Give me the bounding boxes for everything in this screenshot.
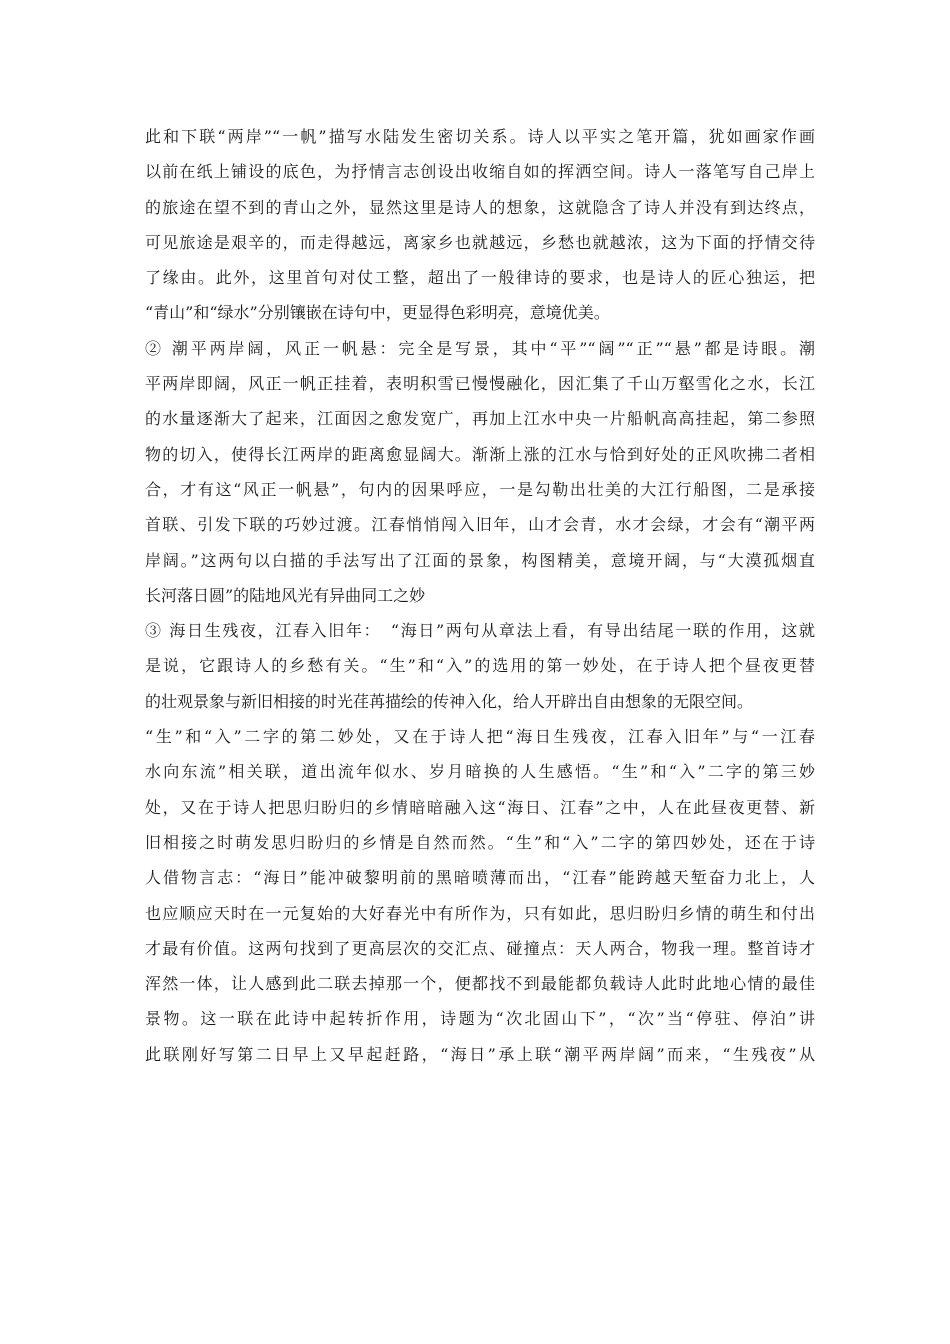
text-line: “生”和“入”二字的第二妙处，又在于诗人把“海日生残夜，江春入旧年”与“一江春 <box>145 727 815 747</box>
text-line: 岸阔。”这两句以白描的手法写出了江面的景象，构图精美，意境开阔，与“大漠孤烟直 <box>145 550 815 570</box>
text-line: 才最有价值。这两句找到了更高层次的交汇点、碰撞点：天人两合，物我一理。整首诗才 <box>145 938 815 958</box>
text-line: 了缘由。此外，这里首句对仗工整，超出了一般律诗的要求，也是诗人的匠心独运，把 <box>145 268 815 288</box>
text-line: 是说，它跟诗人的乡愁有关。“生”和“入”的选用的第一妙处，在于诗人把个昼夜更替 <box>145 656 815 676</box>
text-line: 的水量逐渐大了起来，江面因之愈发宽广，再加上江水中央一片船帆高高挂起，第二参照 <box>145 409 815 429</box>
text-line: 物的切入，使得长江两岸的距离愈显阔大。渐渐上涨的江水与恰到好处的正风吹拂二者相 <box>145 444 815 464</box>
text-line: ③ 海日生残夜，江春入旧年： “海日”两句从章法上看，有导出结尾一联的作用，这就 <box>145 621 815 641</box>
text-line: 合，才有这“风正一帆悬”，句内的因果呼应，一是勾勒出壮美的大江行船图，二是承接 <box>145 479 815 499</box>
text-line: 人借物言志：“海日”能冲破黎明前的黑暗喷薄而出，“江春”能跨越天堑奋力北上，人 <box>145 868 815 888</box>
text-line: 此联刚好写第二日早上又早起赶路，“海日”承上联“潮平两岸阔”而来，“生残夜”从 <box>145 1044 815 1064</box>
text-line: “青山”和“绿水”分别镶嵌在诗句中，更显得色彩明亮，意境优美。 <box>145 303 610 323</box>
text-line: 此和下联“两岸”“一帆”描写水陆发生密切关系。诗人以平实之笔开篇，犹如画家作画 <box>145 127 815 146</box>
text-line: 长河落日圆”的陆地风光有异曲同工之妙 <box>145 585 426 605</box>
text-line: 处，又在于诗人把思归盼归的乡情暗暗融入这“海日、江春”之中，人在此昼夜更替、新 <box>145 797 815 817</box>
text-line: 首联、引发下联的巧妙过渡。江春悄悄闯入旧年，山才会青，水才会绿，才会有“潮平两 <box>145 515 815 535</box>
text-line: 可见旅途是艰辛的，而走得越远，离家乡也就越远，乡愁也就越浓，这为下面的抒情交待 <box>145 232 815 252</box>
text-line: 的旅途在望不到的青山之外，显然这里是诗人的想象，这就隐含了诗人并没有到达终点， <box>145 197 815 217</box>
text-line: 景物。这一联在此诗中起转折作用，诗题为“次北固山下”，“次”当“停驻、停泊”讲 <box>145 1009 815 1029</box>
text-line: ② 潮平两岸阔，风正一帆悬：完全是写景，其中“平”“阔”“正”“悬”都是诗眼。潮 <box>145 338 815 358</box>
text-line: 以前在纸上铺设的底色，为抒情言志创设出收缩自如的挥洒空间。诗人一落笔写自己岸上 <box>145 162 815 182</box>
text-line: 也应顺应天时在一元复始的大好春光中有所作为，只有如此，思归盼归乡情的萌生和付出 <box>145 903 815 923</box>
text-line: 的壮观景象与新旧相接的时光荏苒描绘的传神入化，给人开辟出自由想象的无限空间。 <box>145 691 754 711</box>
body-text <box>145 119 815 1072</box>
text-line: 旧相接之时萌发思归盼归的乡情是自然而然。“生”和“入”二字的第四妙处，还在于诗 <box>145 832 815 852</box>
text-line: 浑然一体，让人感到此二联去掉那一个，便都找不到最能都负载诗人此时此地心情的最佳 <box>145 974 815 994</box>
text-line: 水向东流”相关联，道出流年似水、岁月暗换的人生感悟。“生”和“入”二字的第三妙 <box>145 762 815 782</box>
text-line: 平两岸即阔，风正一帆正挂着，表明积雪已慢慢融化，因汇集了千山万壑雪化之水，长江 <box>145 374 815 394</box>
